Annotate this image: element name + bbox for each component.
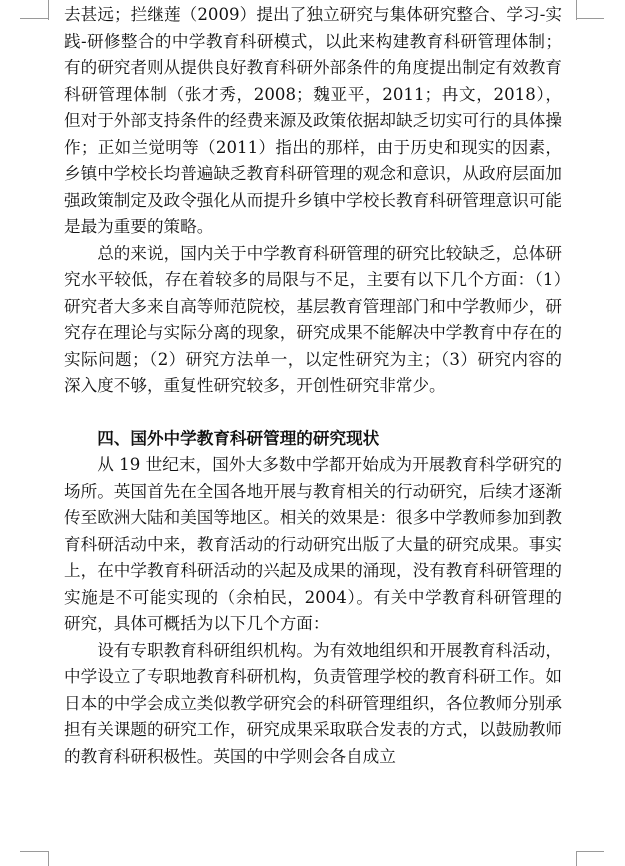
crop-mark-bottom-left-h [20, 851, 48, 852]
crop-mark-top-left-v [48, 0, 49, 20]
crop-mark-top-left-h [20, 18, 48, 19]
crop-mark-top-right-h [576, 18, 604, 19]
paragraph: 去甚远；拦继莲（2009）提出了独立研究与集体研究整合、学习-实践-研修整合的中学教育科研模式，以此来构建教育科研管理体制；有的研究者则从提供良好教育科研外部条件的角度提出制定有效教育科研管理体制（张才秀，2008；魏亚平，2011；冉文，2018），但对于外部支持条件的经费来源及政策依据却缺乏切实可行的具体操作；正如兰觉明等（2011）指出的那样，由于历史和现实的因素，乡镇中学校长均普遍缺乏教育科研管理的观念和意识，从政府层面加强政策制定及政令强化从而提升乡镇中学校长教育科研管理意识可能是最为重要的策略。 [64, 5, 562, 236]
crop-mark-bottom-right-h [576, 851, 604, 852]
crop-mark-bottom-right-v [576, 851, 577, 866]
paragraph: 设有专职教育科研组织机构。为有效地组织和开展教育科活动，中学设立了专职地教育科研机构，负责管理学校的教育科研工作。如日本的中学会成立类似教学研究会的科研管理组织，各位教师分别承担有关课题的研究工作，研究成果采取联合发表的方式，以鼓励教师的教育科研积极性。英国的中学则会各自成立 [64, 640, 562, 766]
paragraph: 总的来说，国内关于中学教育科研管理的研究比较缺乏，总体研究水平较低，存在着较多的局限与不足，主要有以下几个方面：（1）研究者大多来自高等师范院校，基层教育管理部门和中学教师少，研究存在理论与实际分离的现象，研究成果不能解决中学教育中存在的实际问题；（2）研究方法单一，以定性研究为主；（3）研究内容的深入度不够，重复性研究较多，开创性研究非常少。 [64, 243, 562, 395]
section-heading: 四、国外中学教育科研管理的研究现状 [97, 428, 380, 448]
section-spacer [64, 400, 562, 426]
paragraph: 从 19 世纪末，国外大多数中学都开始成为开展教育科学研究的场所。英国首先在全国各地开展与教育相关的行动研究，后续才逐渐传至欧洲大陆和美国等地区。相关的效果是：很多中学教师参加到教育科研活动中来，教育活动的行动研究出版了大量的研究成果。事实上，在中学教育科研活动的兴起及成果的涌现，没有教育科研管理的实施是不可能实现的（余柏民，2004）。有关中学教育科研管理的研究，具体可概括为以下几个方面： [64, 455, 562, 633]
crop-mark-bottom-left-v [48, 851, 49, 866]
document-body [64, 2, 562, 770]
crop-mark-top-right-v [576, 0, 577, 20]
